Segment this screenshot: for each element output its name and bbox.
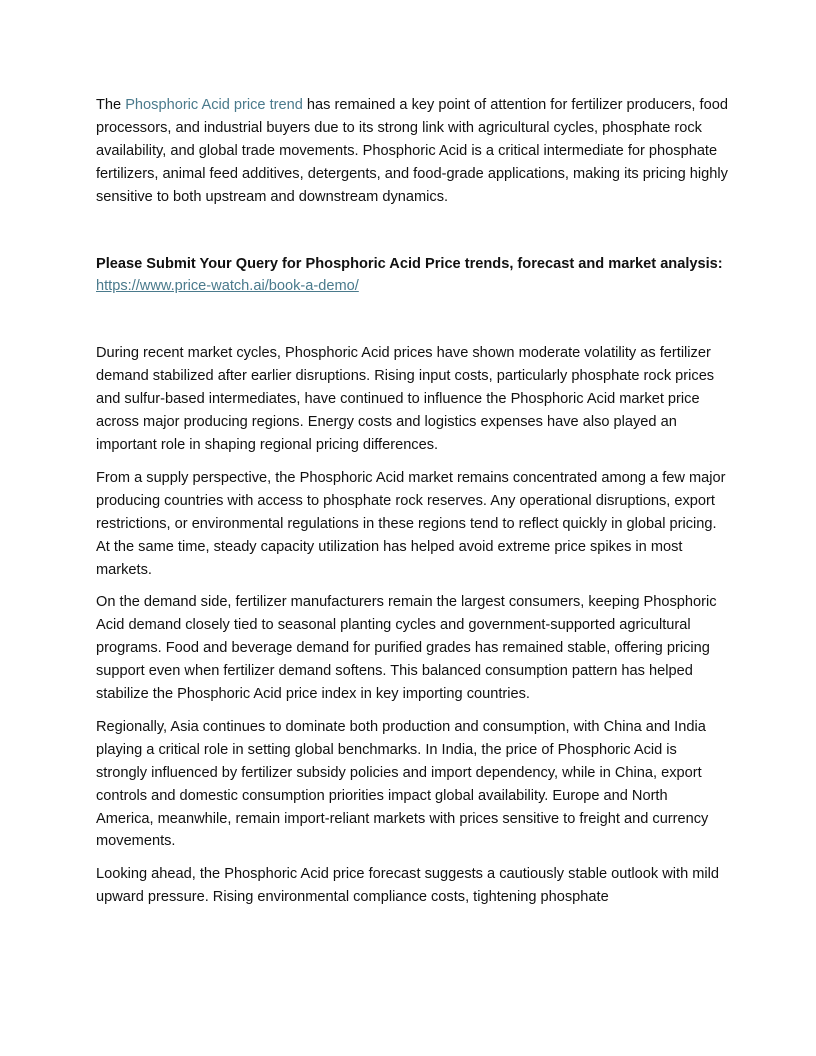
intro-lead: The [96, 97, 126, 113]
price-trend-link[interactable]: Phosphoric Acid price trend [125, 97, 303, 113]
book-demo-link[interactable]: https://www.price-watch.ai/book-a-demo/ [96, 278, 359, 295]
query-text: Please Submit Your Query for Phosphoric Acid Price trends, forecast and market analysis: [96, 255, 723, 272]
paragraph-outlook: Looking ahead, the Phosphoric Acid price forecast suggests a cautiously stable outlook with mild upward pressure. Rising environmental compliance costs, tightening phosphate [96, 866, 720, 906]
paragraph-demand: On the demand side, fertilizer manufacturers remain the largest consumers, keeping Phosphoric Acid demand closely tied to seasonal planting cycles and government-supported agricultural programs. Food and beverage demand for purified grades has remained stable, offering pricing support even when fertilizer demand softens. This balanced consumption pattern has helped stabilize the Phosphoric Acid price index in key importing countries. [96, 594, 717, 703]
paragraph-supply: From a supply perspective, the Phosphoric Acid market remains concentrated among a few major producing countries with access to phosphate rock reserves. Any operational disruptions, export restrictions, or environmental regulations in these regions tend to reflect quickly in global pricing. At the same time, steady capacity utilization has helped avoid extreme price spikes in most markets. [96, 469, 726, 578]
query-paragraph [96, 253, 728, 299]
intro-paragraph [96, 94, 728, 209]
paragraph-regional: Regionally, Asia continues to dominate both production and consumption, with China and India playing a critical role in setting global benchmarks. In India, the price of Phosphoric Acid is strongly influenced by fertilizer subsidy policies and import dependency, while in China, export controls and domestic consumption priorities impact global availability. Europe and North America, meanwhile, remain import-reliant markets with prices sensitive to freight and currency movements. [96, 718, 709, 850]
document-page [96, 94, 728, 919]
intro-rest: has remained a key point of attention for fertilizer producers, food processors, and industrial buyers due to its strong link with agricultural cycles, phosphate rock availability, and global trade movements. Phosphoric Acid is a critical intermediate for phosphate fertilizers, animal feed additives, detergents, and food-grade applications, making its pricing highly sensitive to both upstream and downstream dynamics. [96, 97, 728, 205]
paragraph-market-cycles: During recent market cycles, Phosphoric Acid prices have shown moderate volatility as fertilizer demand stabilized after earlier disruptions. Rising input costs, particularly phosphate rock prices and sulfur-based intermediates, have continued to influence the Phosphoric Acid market price across major producing regions. Energy costs and logistics expenses have also played an important role in shaping regional pricing differences. [96, 345, 715, 453]
